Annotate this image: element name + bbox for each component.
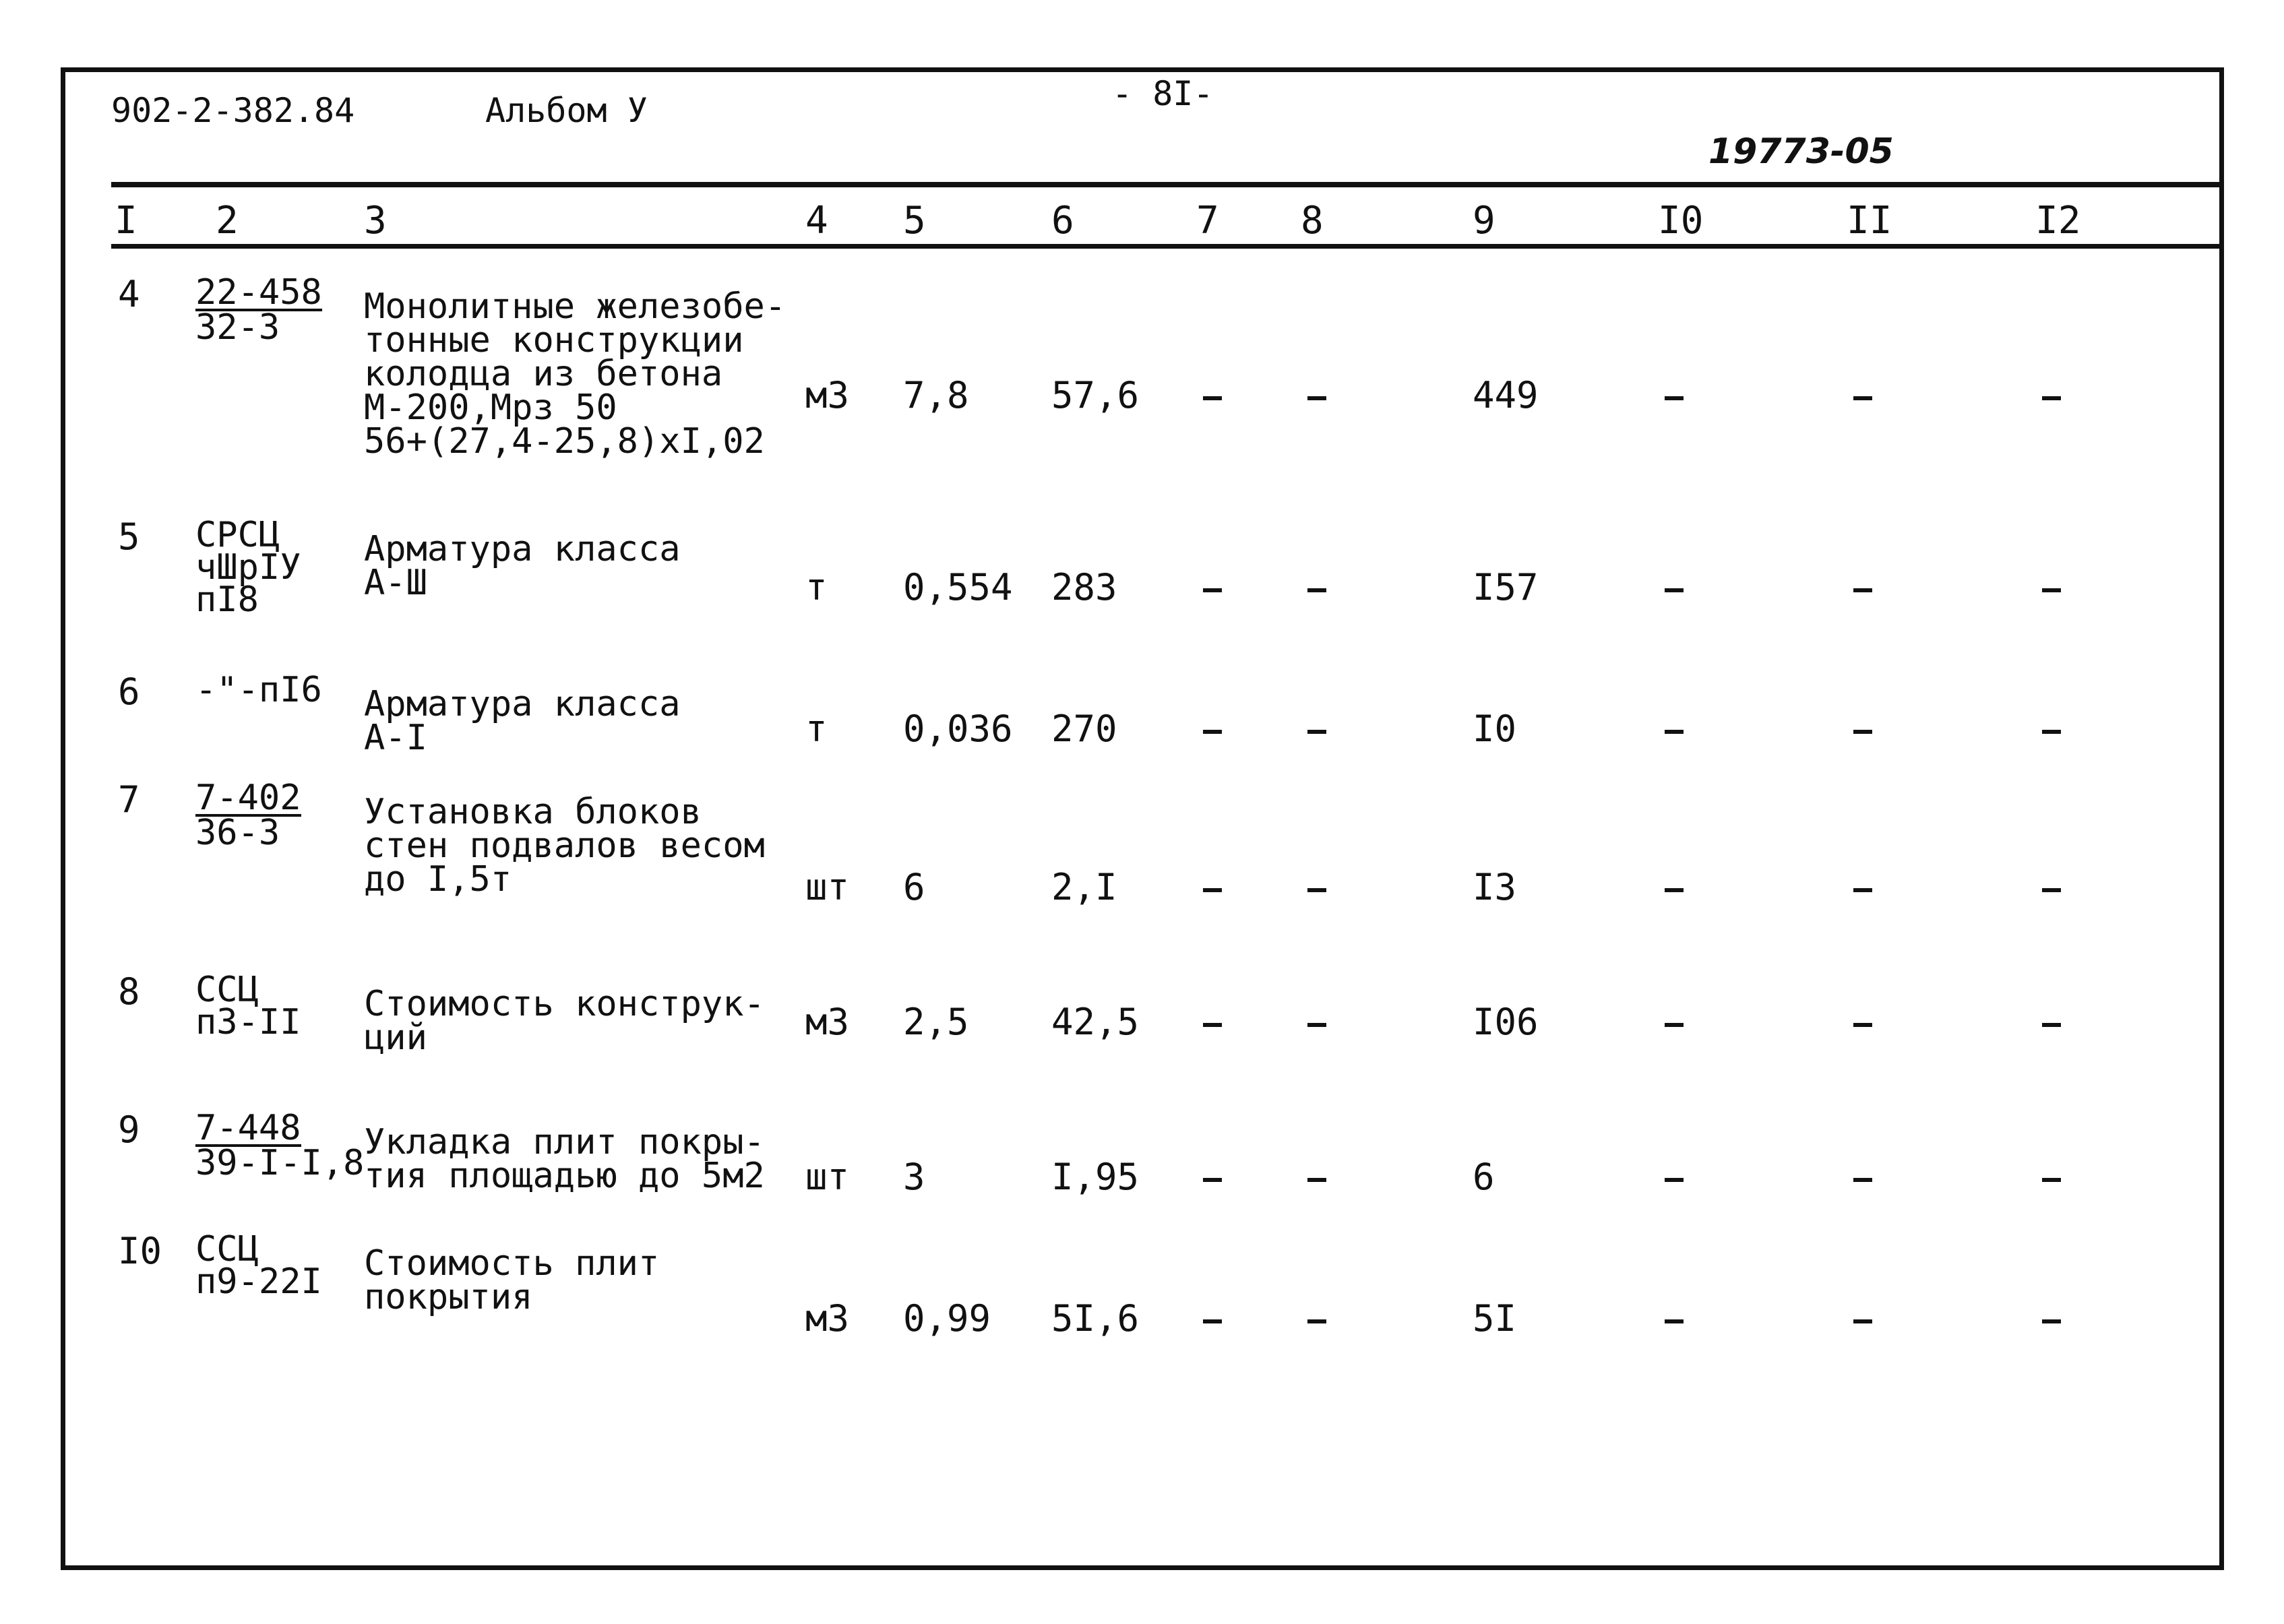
empty-value-c10 (1665, 588, 1684, 592)
empty-value-c7 (1203, 588, 1222, 592)
unit-price: 270 (1051, 708, 1117, 750)
empty-value-c11 (1853, 588, 1872, 592)
empty-value-c12 (2042, 888, 2061, 892)
column-header-7: 7 (1196, 199, 1219, 243)
unit-price: 57,6 (1051, 374, 1140, 416)
page-number: - 8I- (1112, 74, 1214, 113)
quantity: 2,5 (903, 1001, 969, 1043)
column-header-3: 3 (364, 199, 387, 243)
rate-code: СРСЦ чШрIУ пI8 (195, 515, 301, 620)
column-header-8: 8 (1301, 199, 1324, 243)
empty-value-c10 (1665, 1178, 1684, 1182)
header-bottom-rule (111, 244, 2221, 249)
unit-price: 5I,6 (1051, 1297, 1140, 1340)
empty-value-c11 (1853, 1023, 1872, 1027)
empty-value-c7 (1203, 1178, 1222, 1182)
quantity: 7,8 (903, 374, 969, 416)
quantity: 3 (903, 1156, 925, 1198)
quantity: 0,036 (903, 708, 1013, 750)
empty-value-c8 (1307, 588, 1326, 592)
unit-price: I,95 (1051, 1156, 1140, 1198)
total-cost: I06 (1473, 1001, 1539, 1043)
total-cost: 449 (1473, 374, 1539, 416)
total-cost: I57 (1473, 566, 1539, 608)
empty-value-c10 (1665, 730, 1684, 734)
work-description: Арматура класса А-I (364, 684, 681, 758)
row-number: 5 (118, 516, 140, 558)
column-header-12: I2 (2035, 199, 2081, 243)
work-description: Установка блоков стен подвалов весом до I,5т (364, 792, 765, 900)
unit: шт (805, 866, 850, 908)
unit-price: 283 (1051, 566, 1117, 608)
unit-price: 2,I (1051, 866, 1117, 908)
document-code: 902-2-382.84 (111, 91, 355, 130)
empty-value-c12 (2042, 1023, 2061, 1027)
unit: м3 (805, 1297, 850, 1340)
rate-code-numerator: 22-458 (195, 272, 322, 313)
unit: шт (805, 1156, 850, 1198)
total-cost: I3 (1473, 866, 1517, 908)
rate-code-denominator: 36-3 (195, 813, 280, 853)
row-number: I0 (118, 1230, 162, 1272)
unit: м3 (805, 374, 850, 416)
empty-value-c12 (2042, 396, 2061, 400)
empty-value-c7 (1203, 396, 1222, 400)
empty-value-c10 (1665, 1023, 1684, 1027)
unit-price: 42,5 (1051, 1001, 1140, 1043)
row-number: 7 (118, 778, 140, 821)
work-description: Стоимость конструк- ций (364, 984, 765, 1058)
empty-value-c7 (1203, 1023, 1222, 1027)
empty-value-c12 (2042, 1178, 2061, 1182)
rate-code: ССЦ п9-22I (195, 1229, 322, 1302)
rate-code (195, 272, 322, 348)
column-header-11: II (1847, 199, 1892, 243)
empty-value-c8 (1307, 1319, 1326, 1323)
column-header-5: 5 (903, 199, 926, 243)
work-description: Укладка плит покры- тия площадью до 5м2 (364, 1122, 765, 1196)
column-header-6: 6 (1051, 199, 1074, 243)
column-header-9: 9 (1473, 199, 1495, 243)
rate-code-numerator: 7-402 (195, 778, 301, 818)
empty-value-c11 (1853, 888, 1872, 892)
column-header-2: 2 (216, 199, 239, 243)
empty-value-c12 (2042, 1319, 2061, 1323)
empty-value-c8 (1307, 730, 1326, 734)
work-description: Арматура класса А-Ш (364, 529, 681, 603)
row-number: 6 (118, 670, 140, 713)
rate-code: -"-пI6 (195, 670, 322, 710)
empty-value-c11 (1853, 396, 1872, 400)
rate-code (195, 778, 301, 853)
total-cost: 5I (1473, 1297, 1517, 1340)
empty-value-c10 (1665, 396, 1684, 400)
quantity: 6 (903, 866, 925, 908)
work-description: Монолитные железобе- тонные конструкции колодца из бетона М-200,Мрз 50 56+(27,4-25,8)xI,02 (364, 286, 786, 462)
archive-stamp: 19773-05 (1708, 131, 1894, 172)
rate-code-numerator: 7-448 (195, 1108, 301, 1148)
empty-value-c7 (1203, 730, 1222, 734)
empty-value-c7 (1203, 888, 1222, 892)
empty-value-c10 (1665, 1319, 1684, 1323)
empty-value-c8 (1307, 1178, 1326, 1182)
empty-value-c8 (1307, 888, 1326, 892)
empty-value-c8 (1307, 1023, 1326, 1027)
rate-code-denominator: 39-I-I,8 (195, 1143, 365, 1183)
column-header-10: I0 (1658, 199, 1704, 243)
row-number: 9 (118, 1108, 140, 1151)
column-header-1: I (115, 199, 137, 243)
quantity: 0,99 (903, 1297, 991, 1340)
quantity: 0,554 (903, 566, 1013, 608)
empty-value-c7 (1203, 1319, 1222, 1323)
row-number: 4 (118, 273, 140, 315)
empty-value-c11 (1853, 730, 1872, 734)
row-number: 8 (118, 970, 140, 1013)
work-description: Стоимость плит покрытия (364, 1243, 660, 1317)
empty-value-c11 (1853, 1178, 1872, 1182)
unit: м3 (805, 1001, 850, 1043)
total-cost: I0 (1473, 708, 1517, 750)
empty-value-c11 (1853, 1319, 1872, 1323)
empty-value-c10 (1665, 888, 1684, 892)
empty-value-c12 (2042, 588, 2061, 592)
header-top-rule (111, 182, 2221, 187)
album-label: Альбом У (485, 91, 648, 130)
empty-value-c12 (2042, 730, 2061, 734)
column-header-4: 4 (805, 199, 828, 243)
rate-code: ССЦ п3-II (195, 970, 301, 1042)
total-cost: 6 (1473, 1156, 1495, 1198)
unit: т (805, 566, 828, 608)
rate-code-denominator: 32-3 (195, 307, 280, 348)
unit: т (805, 708, 828, 750)
rate-code (195, 1108, 365, 1183)
empty-value-c8 (1307, 396, 1326, 400)
